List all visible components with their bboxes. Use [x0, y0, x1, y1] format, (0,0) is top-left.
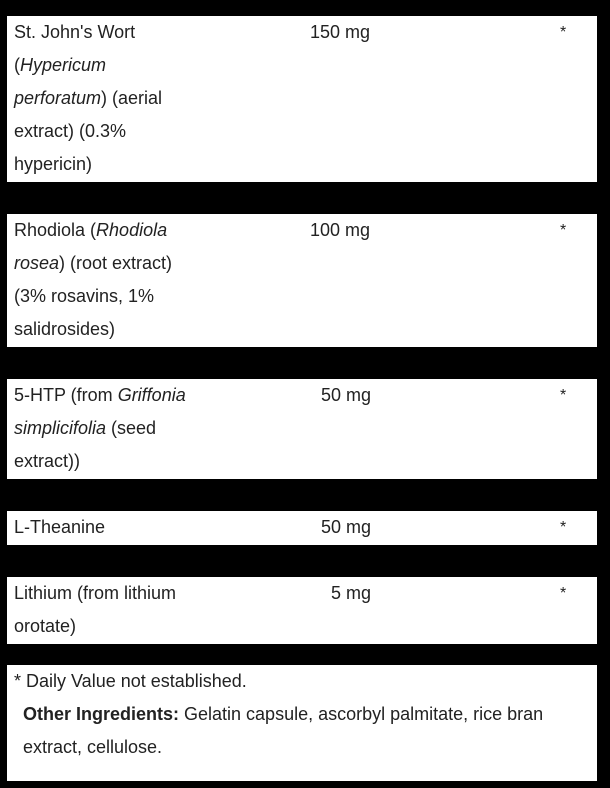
- ingredient-amount: 5 mg: [331, 583, 372, 603]
- ingredient-name-text: Lithium (from lithium orotate): [14, 583, 177, 636]
- ingredient-latin-name: Griffonia simplicifolia: [14, 385, 186, 438]
- ingredient-amount: 50 mg: [321, 385, 372, 405]
- ingredient-name: [14, 379, 204, 478]
- ingredient-amount: 100 mg: [310, 220, 371, 240]
- ingredient-latin-name: Rhodiola rosea: [14, 220, 168, 273]
- other-ingredients-text: Gelatin capsule, ascorbyl palmitate, rice bran extract, cellulose.: [23, 704, 544, 757]
- other-ingredients-label: Other Ingredients:: [23, 704, 180, 724]
- ingredient-name-text: L-Theanine: [14, 517, 106, 537]
- ingredient-name: [14, 214, 204, 346]
- ingredient-name: [14, 16, 204, 181]
- daily-value: *: [560, 24, 567, 41]
- ingredient-name: [14, 577, 204, 643]
- daily-value: *: [560, 387, 567, 404]
- ingredient-name-detail: ) (aerial extract) (0.3% hypericin): [14, 88, 163, 174]
- ingredient-row: [7, 511, 597, 545]
- ingredient-name-text: St. John's Wort (: [14, 22, 136, 75]
- ingredient-name-detail: ) (root extract) (3% rosavins, 1% salidrosides): [14, 253, 173, 339]
- ingredient-amount: 150 mg: [310, 22, 371, 42]
- daily-value-footnote: * Daily Value not established.: [14, 671, 247, 691]
- ingredient-latin-name: Hypericum perforatum: [14, 55, 107, 108]
- ingredient-row: [7, 16, 597, 182]
- ingredient-row: [7, 214, 597, 347]
- label-footer: [7, 665, 597, 781]
- daily-value: *: [560, 222, 567, 239]
- ingredient-name: [14, 511, 204, 544]
- ingredient-row: [7, 577, 597, 644]
- ingredient-row: [7, 379, 597, 479]
- daily-value: *: [560, 585, 567, 602]
- ingredient-name-detail: (seed extract)): [14, 418, 157, 471]
- ingredient-name-text: Rhodiola (: [14, 220, 97, 240]
- other-ingredients: [23, 698, 593, 764]
- ingredient-name-text: 5-HTP (from: [14, 385, 118, 405]
- daily-value: *: [560, 519, 567, 536]
- ingredient-amount: 50 mg: [321, 517, 372, 537]
